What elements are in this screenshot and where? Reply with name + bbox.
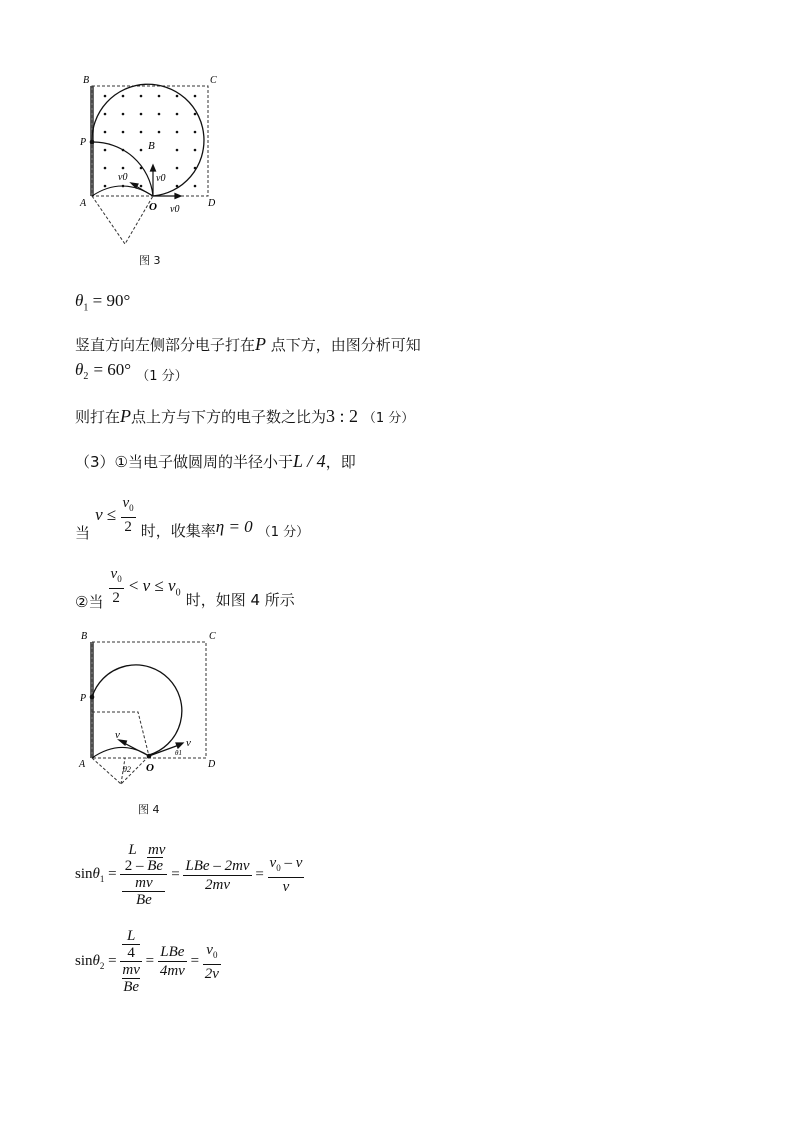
figure-3	[75, 72, 225, 272]
figure-3-caption: 图 3	[139, 254, 161, 267]
point-p-dot	[90, 695, 95, 700]
condition2-line: ②当 $\frac{v_0}{2}$ < $v \le v_0$ 时，如图 4 所示	[75, 566, 295, 611]
construction-lines	[92, 196, 153, 244]
vector-v-left: v	[115, 729, 120, 741]
label-a: A	[80, 198, 87, 209]
angle-theta2: θ2	[123, 765, 131, 774]
left-side-line: 竖直方向左侧部分电子打在P 点下方，由图分析可知	[75, 334, 421, 354]
vector-v0-up: v0	[156, 173, 166, 184]
item3-line: （3）①当电子做圆周的半径小于L / 4，即	[75, 451, 356, 471]
label-c: C	[209, 631, 216, 642]
vector-v-right: v	[186, 737, 191, 749]
theta2-equation: $\theta_2 = 60^\circ$ $_{(1 分)}$	[75, 360, 188, 384]
label-o: O	[149, 201, 157, 213]
bottom-arc	[92, 747, 149, 758]
label-d: D	[208, 759, 216, 770]
label-b: B	[81, 631, 88, 642]
ratio-line: 则打在P点上方与下方的电子数之比为3 : 2 （1 分）	[75, 406, 415, 426]
vector-v0-right: v0	[170, 204, 180, 215]
trajectory-circle	[92, 665, 182, 755]
vector-v0-left: v0	[118, 172, 128, 183]
label-c: C	[210, 75, 217, 86]
angle-theta1: θ1	[175, 749, 182, 757]
sin-theta2-equation: sinθ$_2$ = L 4 mv Be = $\frac{\text{LBe}}{4mv}$ = $\frac{v_0}{2v}$	[75, 928, 219, 995]
condition1-line: 当 v ≤ $\frac{v_0}{2}$ 时，收集率η = 0 $_{(1 分)}$	[75, 495, 310, 542]
figure-4	[75, 630, 230, 795]
label-a: A	[79, 759, 86, 770]
sin-theta1-equation: sinθ$_1$ = L mv 2 – Be mv Be = $\frac{\text{LBe – 2mv}}{2mv}$ = $\frac{v_0 - v}{v}$	[75, 842, 303, 908]
point-o-dot	[147, 754, 152, 759]
label-p: P	[80, 693, 87, 704]
label-o: O	[146, 762, 154, 774]
label-p: P	[80, 137, 87, 148]
point-p-dot	[90, 140, 95, 145]
theta1-value: = 90°	[92, 291, 131, 310]
figure-4-caption: 图 4	[138, 803, 160, 816]
label-field-b: B	[148, 140, 155, 152]
theta1-equation: $\theta_1 = 90^\circ$	[75, 291, 131, 314]
label-d: D	[208, 198, 216, 209]
label-b: B	[83, 75, 90, 86]
